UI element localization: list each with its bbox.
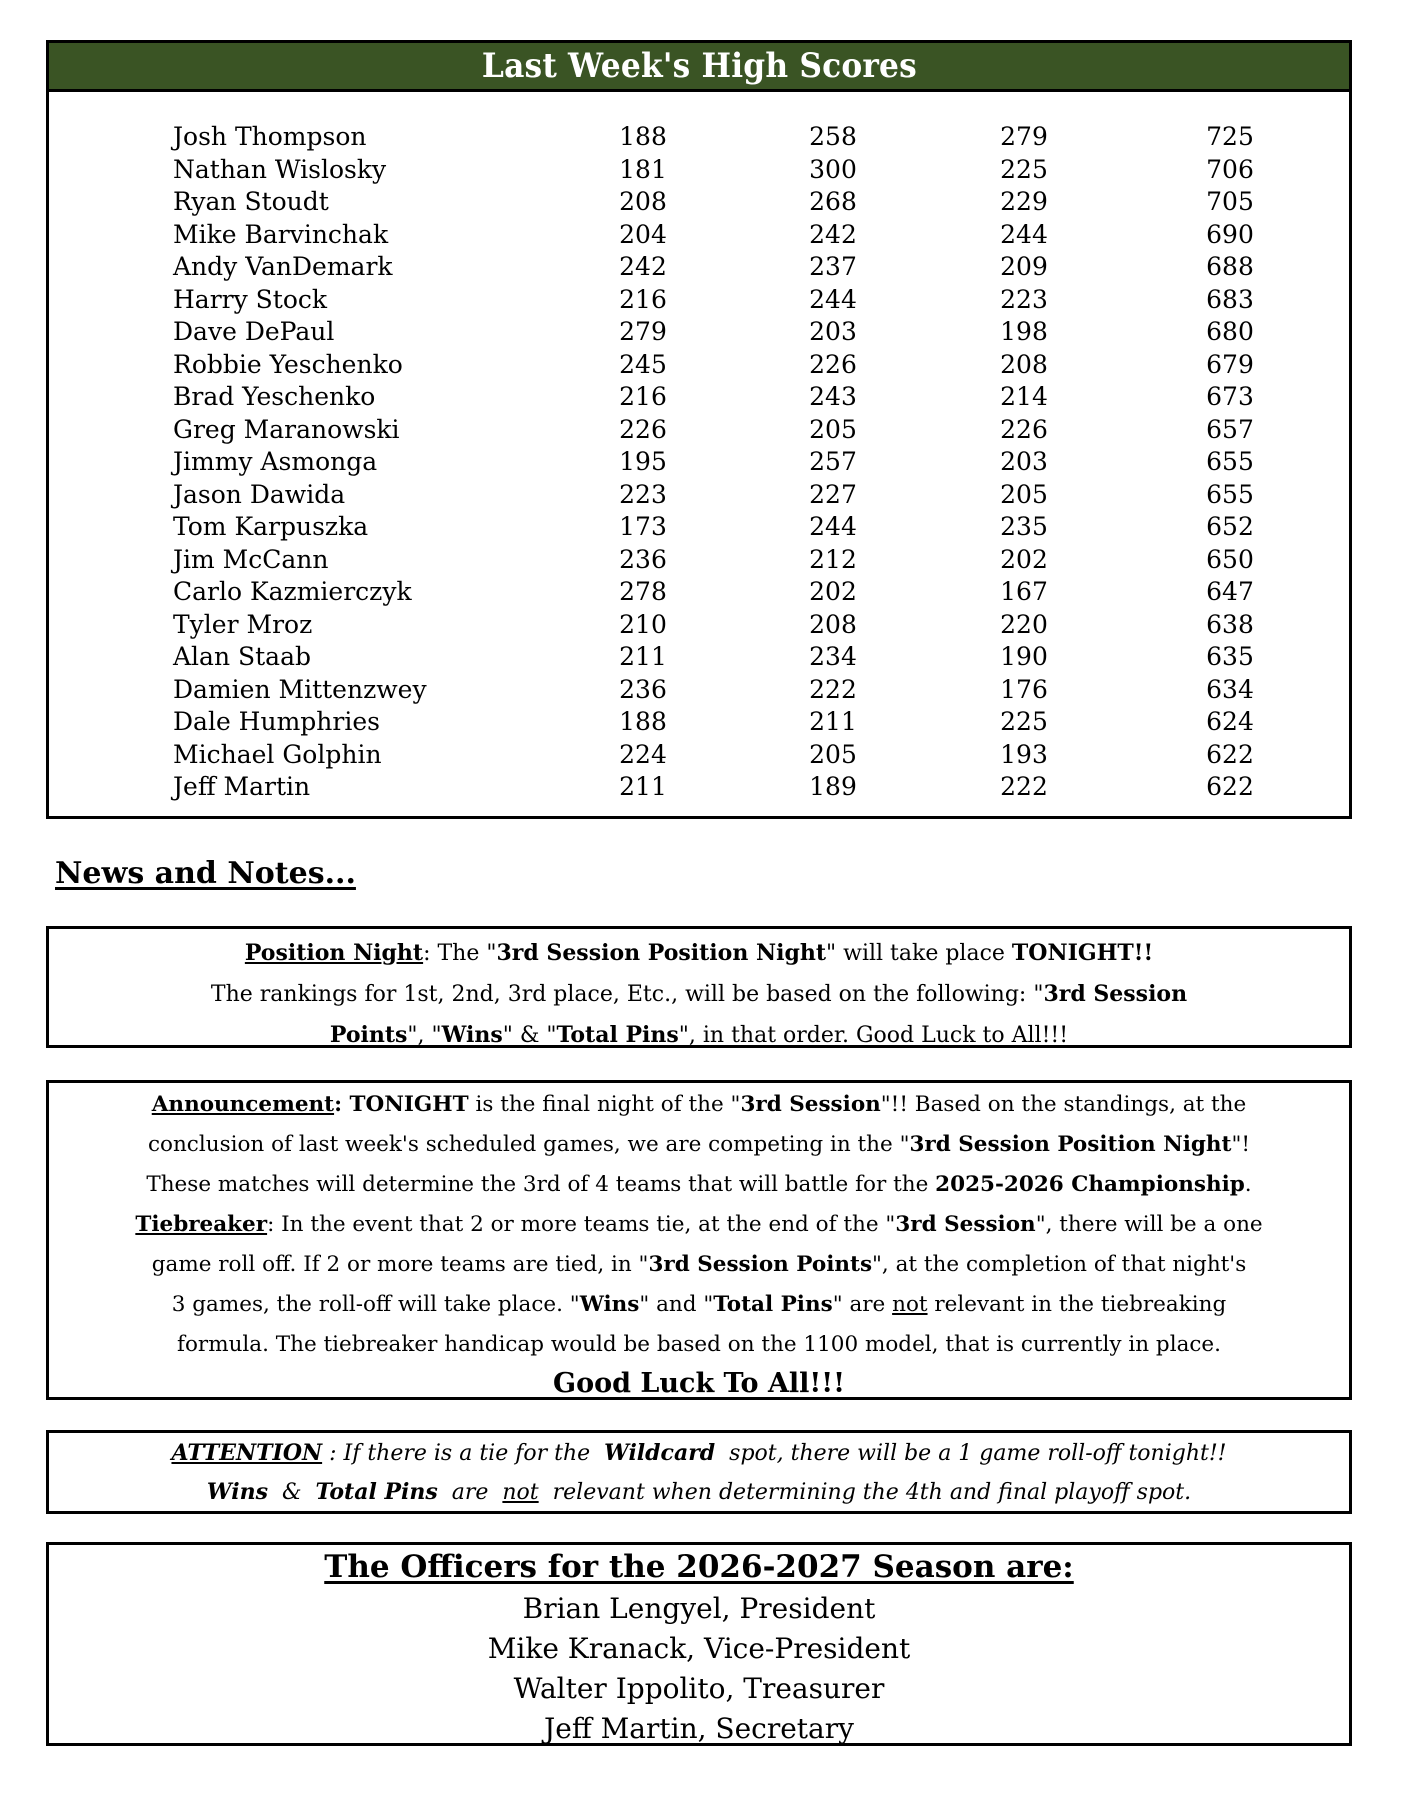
bowler-name: Robbie Yeschenko [173, 349, 403, 379]
game-2-score: 189 [809, 772, 857, 801]
attention-text [49, 1433, 1349, 1512]
announcement-text [49, 1083, 1349, 1365]
game-1-score: 242 [619, 252, 667, 281]
series-total: 673 [1206, 382, 1254, 411]
bowler-name: Andy VanDemark [173, 252, 393, 281]
bowler-name: Tyler Mroz [173, 609, 313, 639]
game-2-score: 257 [809, 447, 857, 476]
bowler-name: Nathan Wislosky [173, 154, 387, 184]
game-2-score: 234 [809, 642, 857, 671]
game-2-score: 243 [809, 382, 857, 411]
officers-title: The Officers for the 2026-2027 Season are: [324, 1549, 1074, 1585]
series-total: 634 [1206, 674, 1254, 704]
series-total: 657 [1206, 414, 1254, 444]
game-1-score: 216 [619, 382, 667, 411]
game-1-score: 210 [619, 609, 667, 639]
game-3-score: 220 [1000, 609, 1048, 639]
text-segment: . [1244, 1172, 1252, 1197]
officer-entry: Mike Kranack, Vice-President [487, 1632, 911, 1665]
game-2-score: 258 [809, 122, 857, 151]
series-total: 680 [1206, 317, 1254, 346]
series-total: 650 [1206, 544, 1254, 574]
text-segment: conclusion of last week's scheduled games, we are competing in the " [147, 1132, 910, 1157]
officer-entry: Walter Ippolito, Treasurer [513, 1672, 885, 1705]
bold-text: Points [329, 1022, 408, 1048]
game-3-score: 214 [1000, 382, 1048, 411]
news-heading: News and Notes... [55, 856, 356, 891]
game-2-score: 268 [809, 187, 857, 216]
game-1-score: 216 [619, 284, 667, 314]
game-1-score: 236 [619, 674, 667, 704]
game-1-score: 226 [619, 414, 667, 444]
bold-text: Total Pins [556, 1022, 679, 1048]
bold-text: TONIGHT [349, 1092, 469, 1117]
score-row [49, 219, 1349, 251]
score-row [49, 316, 1349, 348]
game-3-score: 208 [1000, 349, 1048, 379]
game-1-score: 211 [619, 642, 667, 671]
attention-note [46, 1430, 1352, 1514]
series-total: 655 [1206, 479, 1254, 509]
game-3-score: 235 [1000, 512, 1048, 541]
series-total: 655 [1206, 447, 1254, 476]
text-line [49, 1165, 1349, 1205]
bowler-name: Greg Maranowski [173, 414, 400, 444]
bold-text: 3rd Session Position Night [909, 1132, 1232, 1157]
bowler-name: Dave DePaul [173, 317, 335, 346]
game-3-score: 229 [1000, 187, 1048, 216]
text-segment: : If there is a tie for the [322, 1441, 605, 1466]
bold-text: 3rd Session [740, 1092, 881, 1117]
underlined-label: Announcement [151, 1092, 335, 1117]
game-3-score: 225 [1000, 154, 1048, 184]
series-total: 622 [1206, 772, 1254, 801]
series-total: 683 [1206, 284, 1254, 314]
bold-text: 3rd Session Position Night [496, 940, 826, 966]
text-segment: are [437, 1480, 503, 1505]
game-2-score: 203 [809, 317, 857, 346]
game-1-score: 245 [619, 349, 667, 379]
text-segment: The rankings for 1st, 2nd, 3rd place, Etc., will be based on the following: " [210, 982, 1044, 1007]
game-1-score: 195 [619, 447, 667, 476]
text-line [49, 933, 1349, 974]
score-row [49, 381, 1349, 413]
score-row [49, 414, 1349, 446]
score-row [49, 511, 1349, 543]
text-segment: is the final night of the " [468, 1092, 741, 1117]
text-segment: formula. The tiebreaker handicap would be based on the 1100 model, that is currently in place. [177, 1332, 1221, 1357]
bowler-name: Ryan Stoudt [173, 187, 329, 216]
series-total: 725 [1206, 122, 1254, 151]
text-line [49, 1085, 1349, 1125]
game-3-score: 193 [1000, 739, 1048, 769]
text-segment: : The " [423, 941, 497, 966]
announcement-note [46, 1080, 1352, 1400]
series-total: 705 [1206, 187, 1254, 216]
score-row [49, 479, 1349, 511]
score-row [49, 251, 1349, 283]
officers-list [49, 1589, 1349, 1749]
underlined-label: not [502, 1480, 539, 1505]
score-row [49, 576, 1349, 608]
game-3-score: 198 [1000, 317, 1048, 346]
bowler-name: Jeff Martin [173, 772, 311, 801]
game-1-score: 224 [619, 739, 667, 769]
game-2-score: 202 [809, 577, 857, 606]
series-total: 622 [1206, 739, 1254, 769]
text-segment: " are [832, 1292, 893, 1317]
position-night-text [49, 929, 1349, 1056]
game-2-score: 208 [809, 609, 857, 639]
bowler-name: Michael Golphin [173, 739, 382, 769]
game-3-score: 226 [1000, 414, 1048, 444]
game-3-score: 222 [1000, 772, 1048, 801]
text-segment: "! [1231, 1132, 1251, 1157]
bold-text: : [334, 1092, 350, 1117]
bold-text: Wins [579, 1292, 640, 1317]
bowler-name: Jim McCann [173, 544, 329, 574]
bowler-name: Alan Staab [173, 642, 311, 671]
score-row [49, 609, 1349, 641]
bold-text: Wins [206, 1479, 268, 1505]
game-3-score: 190 [1000, 642, 1048, 671]
game-3-score: 225 [1000, 707, 1048, 736]
score-row [49, 641, 1349, 673]
bold-text: Wins [441, 1022, 503, 1048]
text-line [49, 1434, 1349, 1473]
underlined-label: not [892, 1292, 928, 1317]
text-segment: ", in that order. Good Luck to All!!! [678, 1023, 1069, 1048]
text-segment: & [267, 1480, 316, 1505]
game-3-score: 202 [1000, 544, 1048, 574]
text-segment: relevant when determining the 4th and final playoff spot. [538, 1480, 1192, 1505]
series-total: 638 [1206, 609, 1254, 639]
high-scores-panel [46, 40, 1352, 819]
bold-text: 3rd Session Points [648, 1252, 873, 1277]
score-row [49, 186, 1349, 218]
game-1-score: 223 [619, 479, 667, 509]
bold-text: Total Pins [315, 1479, 438, 1505]
score-row [49, 121, 1349, 153]
game-1-score: 211 [619, 772, 667, 801]
score-row [49, 446, 1349, 478]
text-segment: ", there will be a one [1035, 1212, 1263, 1237]
bold-text: Total Pins [713, 1292, 833, 1317]
text-segment: relevant in the tiebreaking [927, 1292, 1227, 1317]
text-line [49, 1015, 1349, 1056]
bowler-name: Harry Stock [173, 284, 328, 314]
game-3-score: 244 [1000, 219, 1048, 249]
bold-text: 3rd Session [895, 1212, 1036, 1237]
game-2-score: 244 [809, 512, 857, 541]
game-3-score: 223 [1000, 284, 1048, 314]
text-segment: " will take place [826, 941, 1012, 966]
text-line [49, 1325, 1349, 1365]
game-3-score: 203 [1000, 447, 1048, 476]
series-total: 679 [1206, 349, 1254, 379]
game-3-score: 279 [1000, 122, 1048, 151]
game-2-score: 237 [809, 252, 857, 281]
game-3-score: 209 [1000, 252, 1048, 281]
series-total: 635 [1206, 642, 1254, 671]
text-line [49, 1125, 1349, 1165]
bold-text: 2025-2026 Championship [935, 1172, 1245, 1197]
bowler-name: Brad Yeschenko [173, 382, 376, 411]
good-luck-text: Good Luck To All!!! [553, 1368, 845, 1399]
bowler-name: Tom Karpuszka [173, 512, 369, 541]
game-2-score: 300 [809, 154, 857, 184]
game-1-score: 188 [619, 707, 667, 736]
score-row [49, 706, 1349, 738]
game-1-score: 236 [619, 544, 667, 574]
game-1-score: 278 [619, 577, 667, 606]
text-segment: These matches will determine the 3rd of 4 teams that will battle for the [146, 1172, 936, 1197]
text-line [49, 1205, 1349, 1245]
series-total: 652 [1206, 512, 1254, 541]
game-2-score: 205 [809, 414, 857, 444]
game-3-score: 176 [1000, 674, 1048, 704]
text-line [49, 1245, 1349, 1285]
game-1-score: 181 [619, 154, 667, 184]
bold-text: TONIGHT!! [1011, 940, 1154, 966]
position-night-note [46, 926, 1352, 1048]
bowler-name: Carlo Kazmierczyk [173, 577, 412, 606]
bowler-name: Dale Humphries [173, 707, 380, 736]
game-2-score: 227 [809, 479, 857, 509]
score-row [49, 739, 1349, 771]
game-3-score: 167 [1000, 577, 1048, 606]
game-2-score: 205 [809, 739, 857, 769]
text-line [49, 1473, 1349, 1512]
game-2-score: 212 [809, 544, 857, 574]
text-segment: " & " [502, 1023, 557, 1048]
bowler-name: Jimmy Asmonga [173, 447, 378, 476]
bowler-name: Mike Barvinchak [173, 219, 389, 249]
text-segment: ", " [407, 1023, 442, 1048]
game-2-score: 226 [809, 349, 857, 379]
bowler-name: Jason Dawida [173, 479, 346, 509]
bowler-name: Josh Thompson [173, 122, 367, 151]
game-1-score: 173 [619, 512, 667, 541]
bold-text: Wildcard [604, 1440, 716, 1466]
game-1-score: 279 [619, 317, 667, 346]
score-row [49, 154, 1349, 186]
score-row [49, 349, 1349, 381]
series-total: 688 [1206, 252, 1254, 281]
game-2-score: 211 [809, 707, 857, 736]
game-1-score: 208 [619, 187, 667, 216]
officers-panel [46, 1542, 1352, 1746]
text-segment: spot, there will be a 1 game roll-off tonight!! [715, 1441, 1227, 1466]
series-total: 706 [1206, 154, 1254, 184]
text-segment: "!! Based on the standings, at the [880, 1092, 1247, 1117]
text-segment: 3 games, the roll-off will take place. " [171, 1292, 580, 1317]
game-1-score: 188 [619, 122, 667, 151]
text-segment: : In the event that 2 or more teams tie, at the end of the " [267, 1212, 896, 1237]
score-row [49, 771, 1349, 803]
series-total: 690 [1206, 219, 1254, 249]
bold-text: 3rd Session [1043, 981, 1188, 1007]
text-segment: " and " [639, 1292, 714, 1317]
game-2-score: 222 [809, 674, 857, 704]
text-line [49, 974, 1349, 1015]
score-row [49, 284, 1349, 316]
score-row [49, 544, 1349, 576]
text-segment: ", at the completion of that night's [872, 1252, 1247, 1277]
underlined-label: ATTENTION [171, 1440, 323, 1466]
officer-entry: Jeff Martin, Secretary [544, 1712, 854, 1745]
underlined-label: Position Night [244, 940, 424, 966]
series-total: 624 [1206, 707, 1254, 736]
game-2-score: 244 [809, 284, 857, 314]
underlined-label: Tiebreaker [135, 1212, 268, 1237]
high-scores-title: Last Week's High Scores [481, 46, 917, 86]
game-3-score: 205 [1000, 479, 1048, 509]
bowler-name: Damien Mittenzwey [173, 674, 427, 704]
text-segment: game roll off. If 2 or more teams are tied, in " [151, 1252, 649, 1277]
text-line [49, 1285, 1349, 1325]
high-scores-header [49, 43, 1349, 92]
score-row [49, 674, 1349, 706]
series-total: 647 [1206, 577, 1254, 606]
officer-entry: Brian Lengyel, President [522, 1592, 876, 1625]
game-1-score: 204 [619, 219, 667, 249]
game-2-score: 242 [809, 219, 857, 249]
